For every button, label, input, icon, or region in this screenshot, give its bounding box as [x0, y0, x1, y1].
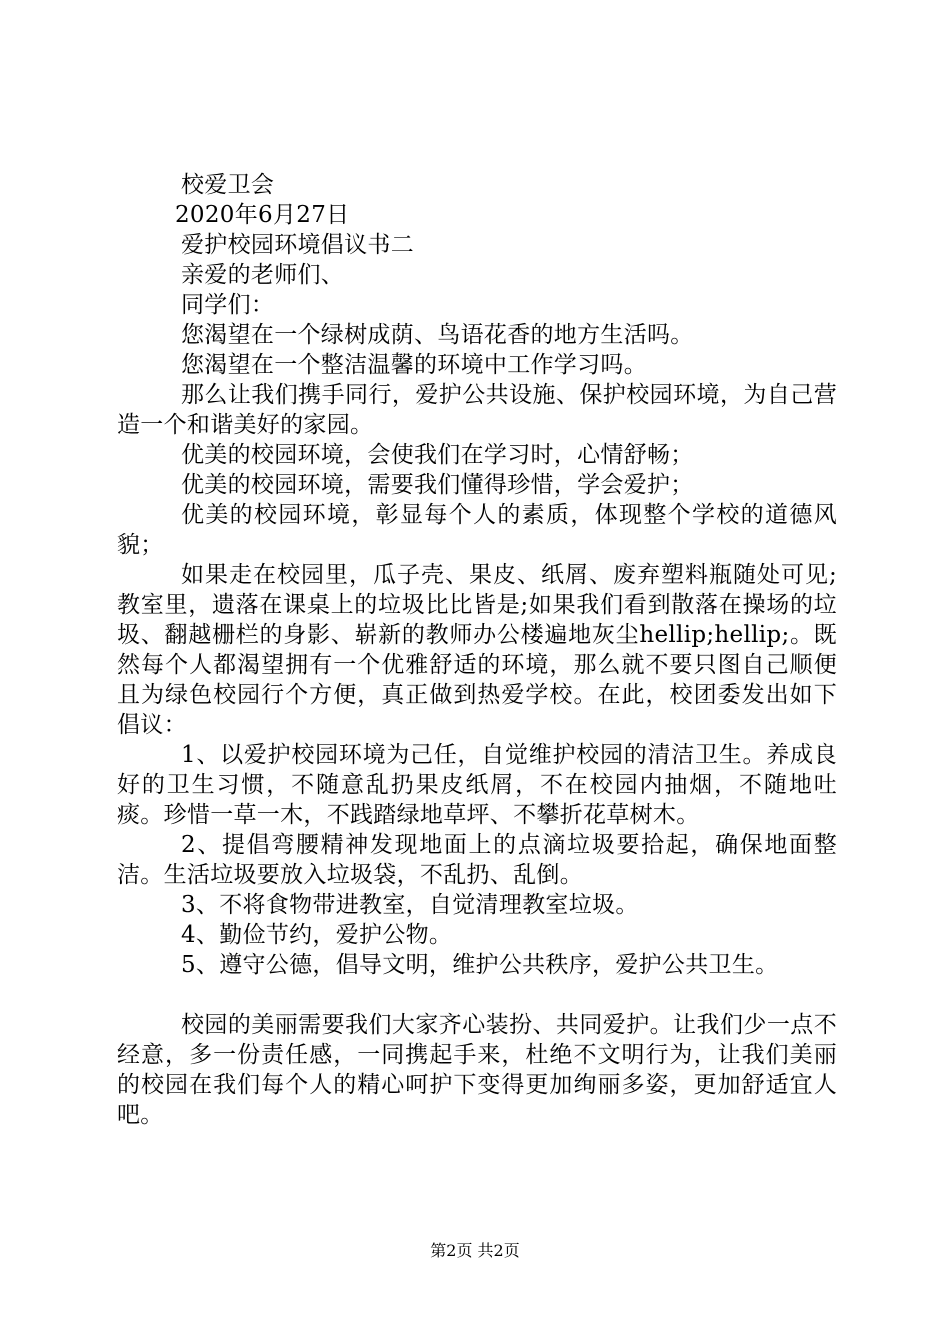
paragraph-gap: [117, 980, 837, 1010]
beauty-line-1: 优美的校园环境，会使我们在学习时，心情舒畅；: [181, 442, 694, 468]
document-body: [117, 170, 837, 1130]
document-title: 爱护校园环境倡议书二: [181, 232, 414, 258]
proposal-item-4: 4、勤俭节约，爱护公物。: [181, 922, 453, 948]
salutation-students: 同学们：: [181, 292, 275, 318]
paragraph-together: 那么让我们携手同行，爱护公共设施、保护校园环境，为自己营造一个和谐美好的家园。: [117, 382, 837, 438]
proposal-item-3: 3、不将食物带进教室，自觉清理教室垃圾。: [181, 892, 639, 918]
organization-name: 校爱卫会: [181, 172, 275, 198]
proposal-item-2: 2、提倡弯腰精神发现地面上的点滴垃圾要拾起，确保地面整洁。生活垃圾要放入垃圾袋，不乱扔、乱倒。: [117, 832, 837, 888]
paragraph-if: 如果走在校园里，瓜子壳、果皮、纸屑、废弃塑料瓶随处可见;教室里，遗落在课桌上的垃圾比比皆是;如果我们看到散落在操场的垃圾、翻越栅栏的身影、崭新的教师办公楼遍地灰尘hellip;hellip;。既然每个人都渴望拥有一个优雅舒适的环境，那么就不要只图自己顺便且为绿色校园行个方便，真正做到热爱学校。在此，校团委发出如下倡议：: [117, 562, 837, 738]
question-line-2: 您渴望在一个整洁温馨的环境中工作学习吗。: [181, 352, 647, 378]
paragraph-final: 校园的美丽需要我们大家齐心装扮、共同爱护。让我们少一点不经意，多一份责任感，一同携起手来，杜绝不文明行为，让我们美丽的校园在我们每个人的精心呵护下变得更加绚丽多姿，更加舒适宜人吧。: [117, 1012, 837, 1128]
page-footer: 第2页 共2页: [430, 1241, 520, 1260]
beauty-line-2: 优美的校园环境，需要我们懂得珍惜，学会爱护；: [181, 472, 694, 498]
proposal-item-1: 1、以爱护校园环境为己任，自觉维护校园的清洁卫生。养成良好的卫生习惯，不随意乱扔果皮纸屑，不在校园内抽烟，不随地吐痰。珍惜一草一木，不践踏绿地草坪、不攀折花草树木。: [117, 742, 837, 828]
question-line-1: 您渴望在一个绿树成荫、鸟语花香的地方生活吗。: [181, 322, 694, 348]
document-date: 2020年6月27日: [175, 202, 350, 228]
salutation-teachers: 亲爱的老师们、: [181, 262, 345, 288]
beauty-line-3: 优美的校园环境，彰显每个人的素质，体现整个学校的道德风貌；: [117, 502, 837, 558]
proposal-item-5: 5、遵守公德，倡导文明，维护公共秩序，爱护公共卫生。: [181, 952, 779, 978]
